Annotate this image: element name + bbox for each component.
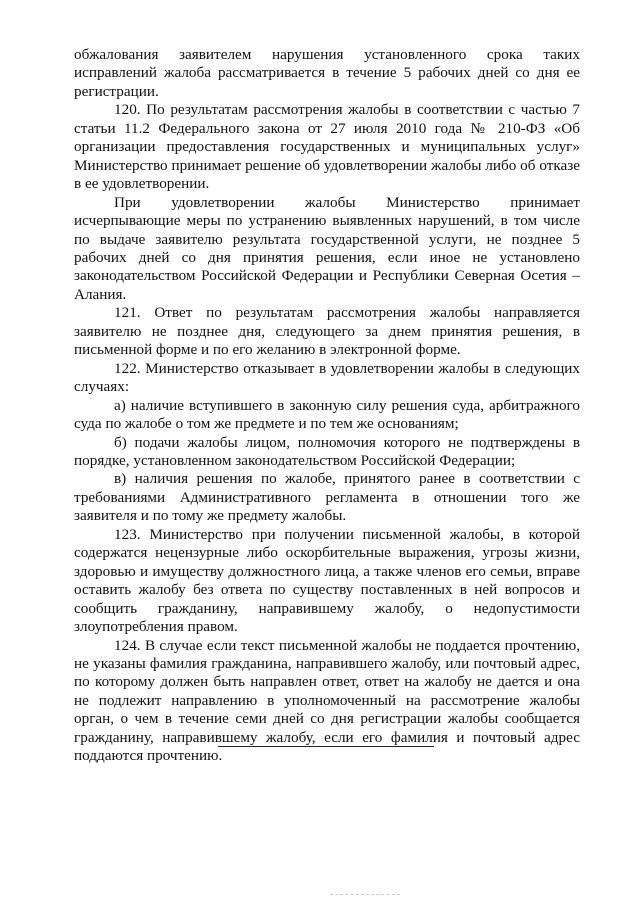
- paragraph-123: 123. Министерство при получении письменной жалобы, в которой содержатся нецензурные либо оскорбительные выражения, угрозы жизни, здоровью и имуществу должностного лица, а также членов его семьи, вправе оставить жалобу без ответа по существу поставленных в ней вопросов и сообщить гражданину, направившему жалобу, о недопустимости злоупотребления правом.: [74, 525, 580, 636]
- paragraph-122-b: б) подачи жалобы лицом, полномочия которого не подтверждены в порядке, установленном законодательством Российской Федерации;: [74, 433, 580, 469]
- paragraph-122-c: в) наличия решения по жалобе, принятого ранее в соответствии с требованиями Административного регламента в отношении того же заявителя и по тому же предмету жалобы.: [74, 470, 580, 525]
- paragraph-continuation: обжалования заявителем нарушения установленного срока таких исправлений жалоба рассматривается в течение 5 рабочих дней со дня ее регистрации.: [74, 46, 580, 100]
- paragraph-122-a: а) наличие вступившего в законную силу решения суда, арбитражного суда по жалобе о том же предмете и по тем же основаниям;: [74, 396, 580, 433]
- paragraph-120-satisfaction: При удовлетворении жалобы Министерство принимает исчерпывающие меры по устранению выявленных нарушений, в том числе по выдаче заявителю результата государственной услуги, не позднее 5 рабочих дней со дня принятия решения, если иное не установлено законодательством Российской Федерации и Республики Северная Осетия – Алания.: [74, 193, 580, 303]
- document-body: [74, 46, 580, 766]
- end-of-text-rule: [218, 746, 434, 747]
- paragraph-124: 124. В случае если текст письменной жалобы не поддается прочтению, не указаны фамилия гражданина, направившего жалобу, или почтовый адрес, по которому должен быть направлен ответ, ответ на жалобу не дается и она не подлежит направлению в уполномоченный на рассмотрение жалобы орган, о чем в течение семи дней со дня регистрации жалобы сообщается гражданину, направившему жалобу, если его фамилия и почтовый адрес поддаются прочтению.: [74, 636, 580, 765]
- scan-artifact: [330, 894, 400, 895]
- paragraph-121: 121. Ответ по результатам рассмотрения жалобы направляется заявителю не позднее дня, следующего за днем принятия решения, в письменной форме и по его желанию в электронной форме.: [74, 304, 580, 359]
- paragraph-122: 122. Министерство отказывает в удовлетворении жалобы в следующих случаях:: [74, 359, 580, 396]
- paragraph-120: 120. По результатам рассмотрения жалобы в соответствии с частью 7 статьи 11.2 Федерального закона от 27 июля 2010 года № 210-ФЗ «Об организации предоставления государственных и муниципальных услуг» Министерство принимает решение об удовлетворении жалобы либо об отказе в ее удовлетворении.: [74, 101, 580, 193]
